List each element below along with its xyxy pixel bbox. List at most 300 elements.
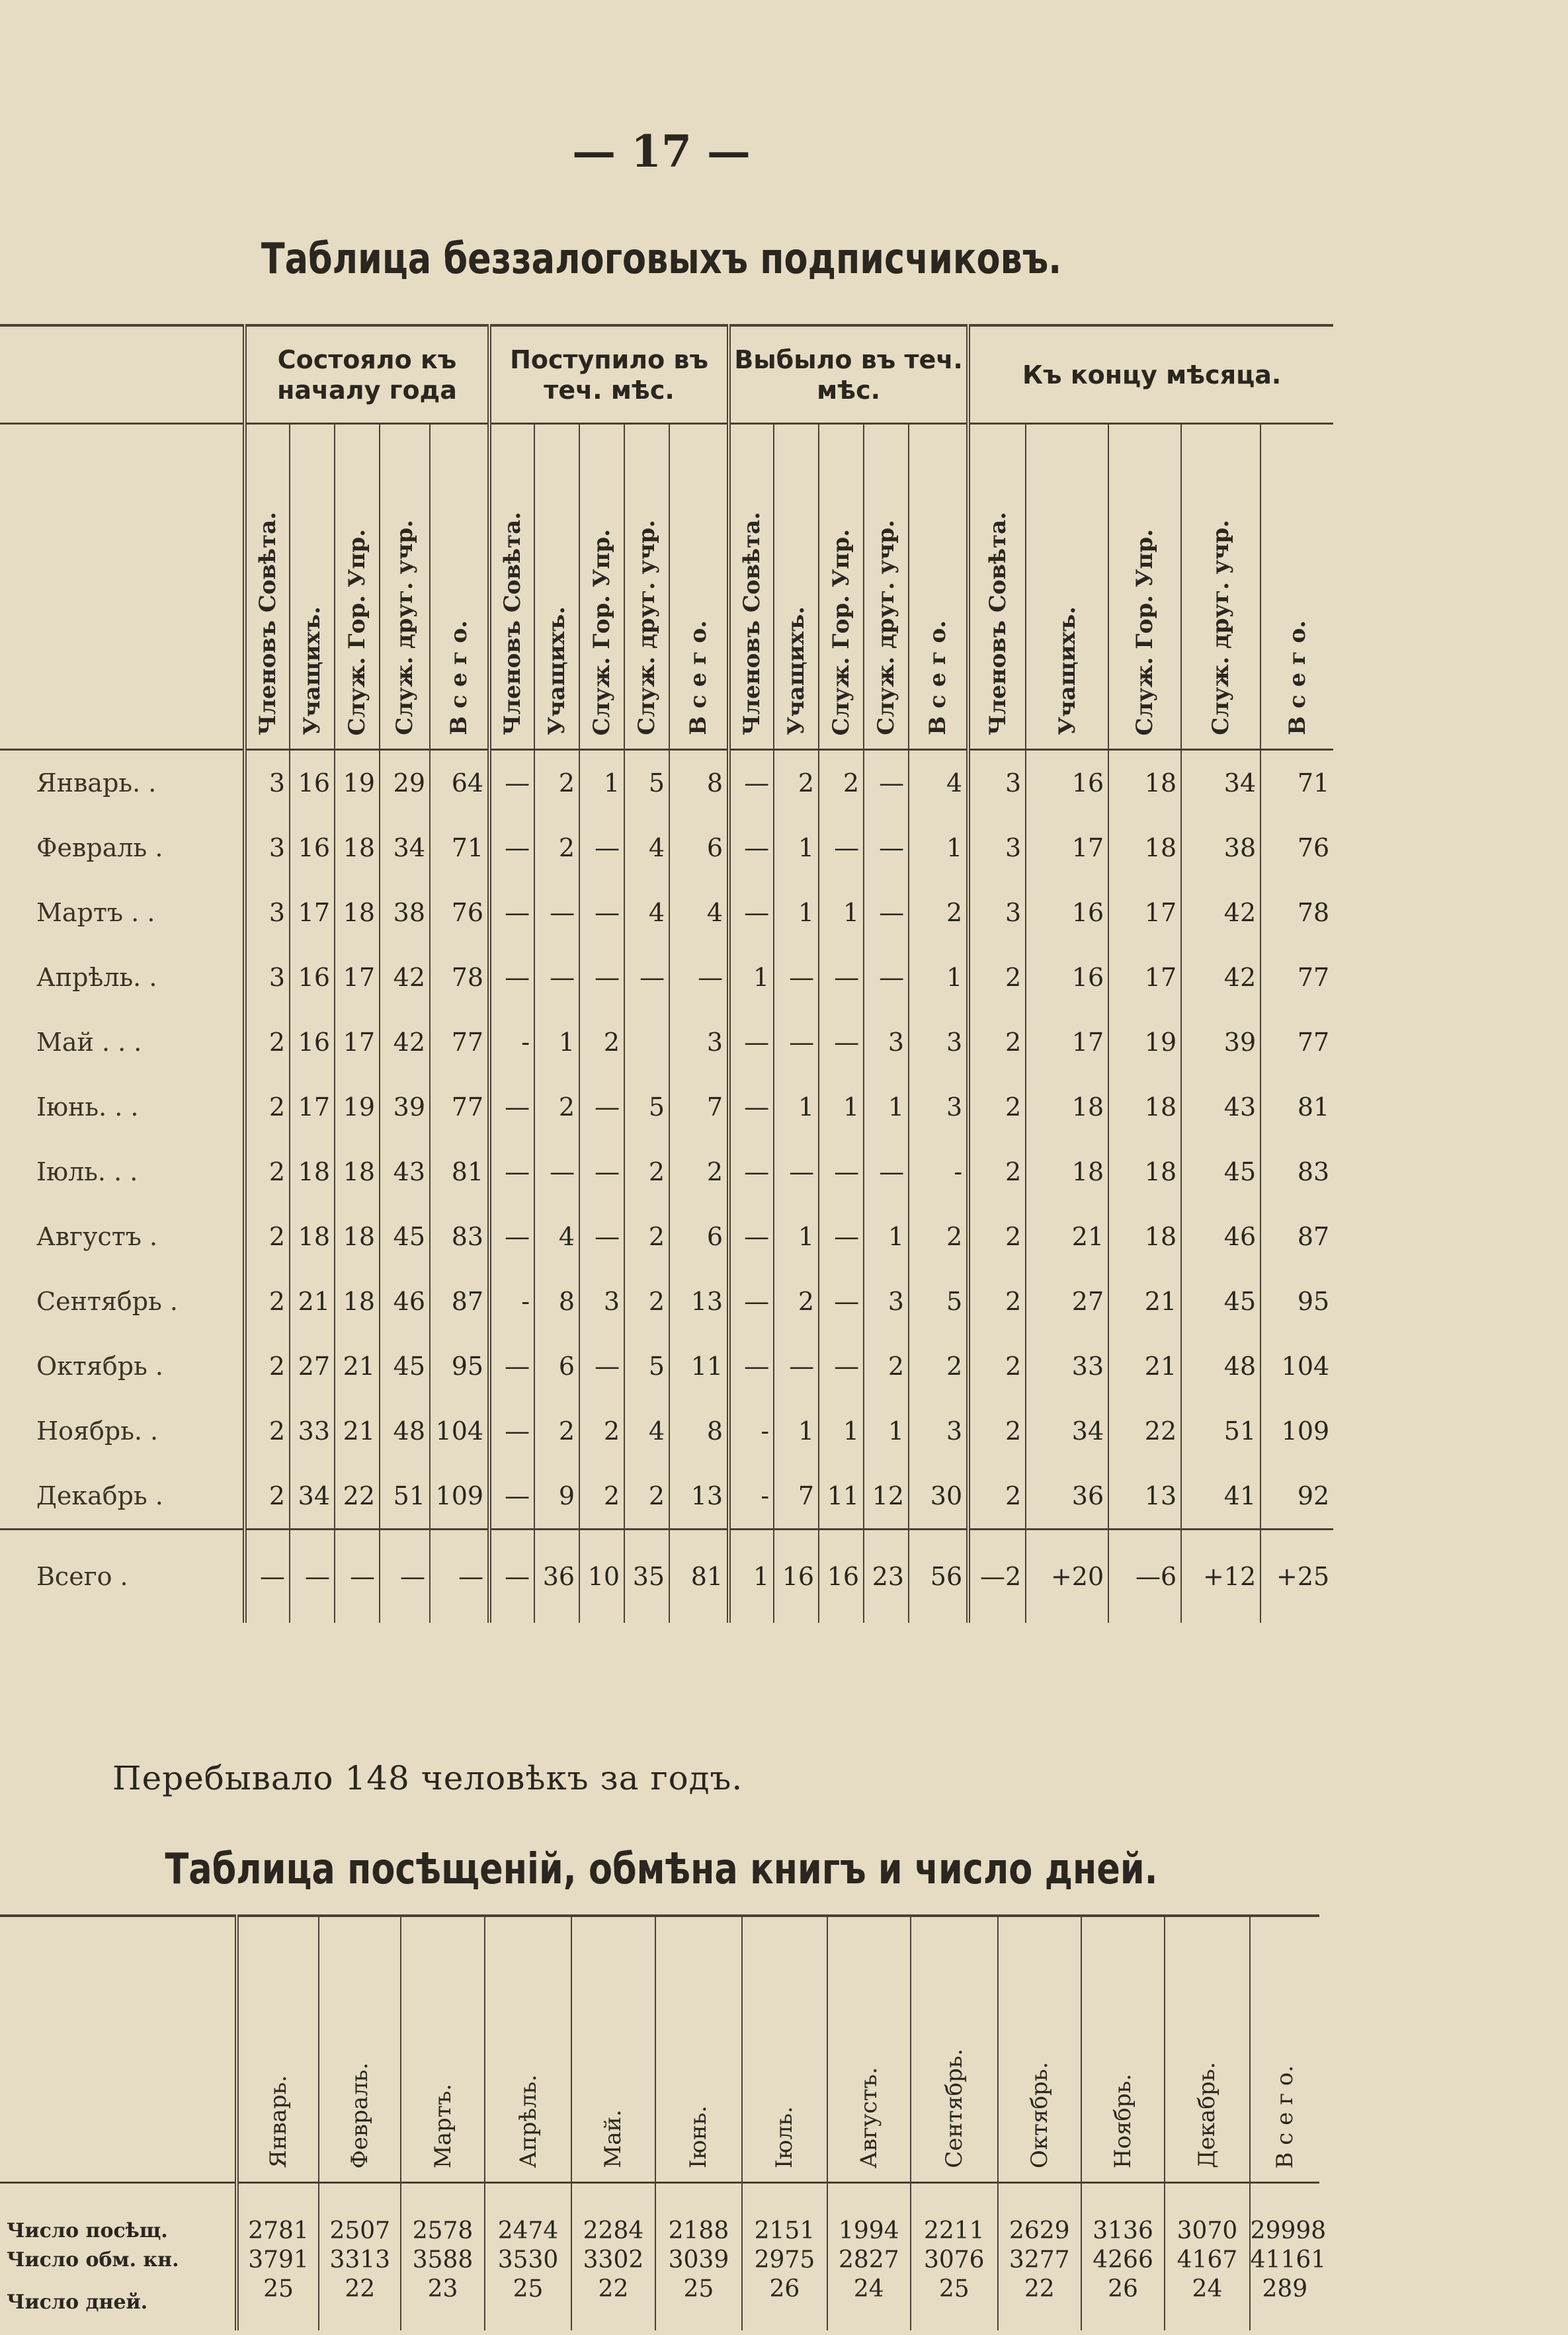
table-cell: — [819, 1010, 864, 1075]
table-cell: 81 [430, 1139, 489, 1204]
table-row [0, 815, 1333, 880]
table-cell: 23 [401, 2275, 484, 2330]
table-cell: 12 [864, 1463, 909, 1530]
column-header: Служ. Гор. Упр. [344, 528, 370, 735]
column-header: В с е г о. [1284, 620, 1311, 735]
column-header: Учащихъ. [1053, 606, 1081, 735]
table-cell: 1 [819, 1075, 864, 1139]
table-cell: +12 [1181, 1530, 1260, 1623]
table-cell: — [864, 815, 909, 880]
table-cell: 2 [245, 1463, 290, 1530]
table-cell: 13 [669, 1463, 729, 1530]
table-cell: 21 [1026, 1204, 1108, 1269]
table-cell: — [534, 880, 579, 945]
table-cell: 1 [774, 1204, 819, 1269]
table-cell: — [819, 945, 864, 1010]
table-cell: 3 [579, 1269, 624, 1334]
table-cell: 1 [729, 1530, 774, 1623]
table-cell: 21 [335, 1399, 380, 1463]
table-cell: 34 [380, 815, 430, 880]
table-row [0, 750, 1333, 816]
column-header-text: Декабрь. [1194, 2062, 1221, 2168]
row-label: Іюль. . . [36, 1157, 138, 1186]
table-cell: — [579, 1204, 624, 1269]
table-cell: 83 [1260, 1139, 1333, 1204]
table-cell: 16 [290, 945, 335, 1010]
table-cell: 35 [624, 1530, 669, 1623]
table1-title: Таблица беззалоговыхъ подписчиковъ. [261, 235, 1062, 284]
table-cell: 4 [624, 1399, 669, 1463]
table-row [0, 1463, 1333, 1530]
table-cell: 17 [335, 1010, 380, 1075]
table-cell: — [819, 815, 864, 880]
table-cell: 2284 [571, 2183, 655, 2246]
table-cell: 2781 [237, 2183, 319, 2246]
table-cell: 6 [669, 815, 729, 880]
table-cell: — [864, 880, 909, 945]
table-cell: — [819, 1269, 864, 1334]
table2-body [0, 2183, 1327, 2331]
table-cell: — [489, 750, 534, 816]
column-header: В с е г о. [685, 620, 712, 735]
row-label: Число обм. кн. [7, 2248, 179, 2272]
table-cell: — [489, 815, 534, 880]
table-cell: 2 [245, 1399, 290, 1463]
total-row [0, 1530, 1333, 1623]
table-cell: 5 [624, 750, 669, 816]
table-cell: 21 [335, 1334, 380, 1399]
subscribers-table [0, 324, 1333, 1623]
table-cell: 87 [1260, 1204, 1333, 1269]
table-cell: 6 [534, 1334, 579, 1399]
table-cell: 41161 [1250, 2246, 1327, 2274]
table-cell: — [489, 880, 534, 945]
column-header: Учащихъ. [783, 606, 810, 735]
table-cell: - [729, 1463, 774, 1530]
table-cell: — [380, 1530, 430, 1623]
table-cell: 2151 [742, 2183, 827, 2246]
table-row [0, 1334, 1333, 1399]
table-cell: —6 [1108, 1530, 1181, 1623]
table-cell: 51 [380, 1463, 430, 1530]
table-cell: 17 [1026, 815, 1108, 880]
table-cell: 2 [968, 1399, 1026, 1463]
table-row [0, 1204, 1333, 1269]
table-cell: 104 [1260, 1334, 1333, 1399]
table-cell: 2629 [998, 2183, 1081, 2246]
table-cell: 18 [1026, 1075, 1108, 1139]
table-cell: 22 [319, 2275, 401, 2330]
table-cell: 7 [669, 1075, 729, 1139]
table-cell: 36 [1026, 1463, 1108, 1530]
table-cell: 56 [909, 1530, 968, 1623]
table-cell: — [579, 880, 624, 945]
table-cell: - [729, 1399, 774, 1463]
table-cell: 2 [245, 1010, 290, 1075]
table-cell: 2 [909, 1334, 968, 1399]
table-cell: 3588 [401, 2246, 484, 2275]
table-cell: 10 [579, 1530, 624, 1623]
table-cell: 2 [579, 1010, 624, 1075]
month-column-header [1081, 1916, 1165, 2183]
table-cell: 1 [774, 1075, 819, 1139]
month-column-header [911, 1916, 998, 2183]
table-cell: 1 [909, 815, 968, 880]
table-cell: 64 [430, 750, 489, 816]
table-cell: — [729, 1269, 774, 1334]
table-cell: 27 [290, 1334, 335, 1399]
table-cell: 29998 [1250, 2183, 1319, 2246]
table-cell: — [335, 1530, 380, 1623]
table-cell: — [729, 1010, 774, 1075]
group-header: Поступило въ теч. мѣс. [489, 325, 729, 424]
table-cell: 83 [430, 1204, 489, 1269]
table-cell: 2 [624, 1269, 669, 1334]
table-cell: 2 [245, 1269, 290, 1334]
table-row [0, 2275, 1319, 2330]
column-header: Служ. Гор. Упр. [589, 528, 616, 735]
table-cell: 6 [669, 1204, 729, 1269]
visits-table [0, 1914, 1327, 2330]
table-cell: — [489, 1334, 534, 1399]
table-cell: 76 [430, 880, 489, 945]
table-cell: 46 [380, 1269, 430, 1334]
table-cell: — [489, 1139, 534, 1204]
table-cell: 77 [1260, 945, 1333, 1010]
table-cell: 16 [290, 815, 335, 880]
row-label: Октябрь . [36, 1352, 163, 1381]
column-header-text: Февраль. [347, 2062, 374, 2168]
table-cell: 2 [968, 1463, 1026, 1530]
row-label: Августъ . [36, 1222, 158, 1251]
table-cell: 25 [911, 2275, 998, 2330]
table-cell: 2 [245, 1139, 290, 1204]
table-cell: 3076 [911, 2246, 998, 2275]
row-label: Май . . . [36, 1028, 142, 1057]
column-header-text: Апрѣль. [515, 2074, 542, 2168]
table-cell: 2 [624, 1463, 669, 1530]
column-header-text: Августъ. [855, 2067, 882, 2168]
table-cell: 1 [774, 880, 819, 945]
table-cell: 2 [819, 750, 864, 816]
table-row [0, 1399, 1333, 1463]
month-column-header [827, 1916, 911, 2183]
column-header: В с е г о. [925, 620, 952, 735]
table-cell: 2 [968, 1334, 1026, 1399]
month-column-header [1250, 1916, 1319, 2183]
table-cell: 18 [335, 815, 380, 880]
table-cell: 4167 [1165, 2246, 1249, 2275]
table-cell: 2 [968, 1269, 1026, 1334]
table-cell: 3 [245, 750, 290, 816]
month-column-header [237, 1916, 319, 2183]
table-cell [624, 1010, 669, 1075]
table-cell: 2 [534, 815, 579, 880]
month-column-header [571, 1916, 655, 2183]
table-cell: 25 [485, 2275, 572, 2330]
table-cell: 104 [430, 1399, 489, 1463]
table-cell: 1 [864, 1204, 909, 1269]
table-cell: — [489, 1204, 534, 1269]
column-header-text: В с е г о. [1271, 2065, 1298, 2168]
table-cell: 2 [579, 1399, 624, 1463]
row-label: Ноябрь. . [36, 1416, 159, 1446]
table-cell: 7 [774, 1463, 819, 1530]
table-cell: 1 [774, 815, 819, 880]
table-cell: 3 [669, 1010, 729, 1075]
corner-cell [0, 325, 245, 424]
table-cell: 76 [1260, 815, 1333, 880]
table-cell: 2 [534, 1075, 579, 1139]
table-cell: 1 [819, 1399, 864, 1463]
table-cell: 81 [1260, 1075, 1333, 1139]
table-cell: 45 [380, 1334, 430, 1399]
table-cell: 1 [774, 1399, 819, 1463]
label-header [0, 1916, 237, 2183]
table-cell: 16 [774, 1530, 819, 1623]
table-cell: 22 [571, 2275, 655, 2330]
table2-title: Таблица посѣщеній, обмѣна книгъ и число дней. [165, 1845, 1158, 1894]
table-cell: - [489, 1269, 534, 1334]
table-cell: 30 [909, 1463, 968, 1530]
table-cell: 109 [1260, 1399, 1333, 1463]
table-cell: — [245, 1530, 290, 1623]
table-row [0, 1139, 1333, 1204]
row-label: Декабрь . [36, 1481, 163, 1510]
table-cell: 3070 [1165, 2183, 1249, 2246]
table-row [0, 1075, 1333, 1139]
table-cell: 3136 [1081, 2183, 1165, 2246]
table-cell: 2 [624, 1204, 669, 1269]
table-cell: 51 [1181, 1399, 1260, 1463]
table-cell: 26 [742, 2275, 827, 2330]
column-header: Служ. Гор. Упр. [828, 528, 855, 735]
table-cell: 21 [1108, 1269, 1181, 1334]
table-cell: 1 [864, 1399, 909, 1463]
table-cell: 2 [534, 750, 579, 816]
table-cell: — [729, 1139, 774, 1204]
table-row [0, 2246, 1319, 2275]
table-cell: 3 [909, 1075, 968, 1139]
table-cell: 2 [968, 1204, 1026, 1269]
row-label: Апрѣль. . [36, 963, 157, 992]
table-cell: 1 [864, 1075, 909, 1139]
column-header-text: Январь. [265, 2075, 292, 2168]
table-cell: 8 [669, 1399, 729, 1463]
column-header: Служ. друг. учр. [392, 520, 418, 735]
table-cell: 3 [245, 945, 290, 1010]
table-cell: — [729, 1204, 774, 1269]
table-cell: — [489, 1463, 534, 1530]
table-cell: 45 [380, 1204, 430, 1269]
table-row [0, 1269, 1333, 1334]
table-cell: 2 [968, 1139, 1026, 1204]
table-cell: 41 [1181, 1463, 1260, 1530]
table-cell: 92 [1260, 1463, 1333, 1530]
table-cell: 18 [335, 1269, 380, 1334]
table-cell: 3 [909, 1399, 968, 1463]
table-cell: — [534, 945, 579, 1010]
table-cell: — [819, 1139, 864, 1204]
month-column-header [655, 1916, 743, 2183]
column-header: Членовъ Совѣта. [984, 512, 1011, 735]
table-cell: 36 [534, 1530, 579, 1623]
table-cell: 3 [864, 1269, 909, 1334]
table-cell: 39 [380, 1075, 430, 1139]
table-cell: 33 [1026, 1334, 1108, 1399]
table-cell: 5 [624, 1075, 669, 1139]
table-cell: — [489, 1399, 534, 1463]
table-cell: 71 [1260, 750, 1333, 816]
table-cell: 21 [290, 1269, 335, 1334]
table-cell: — [729, 750, 774, 816]
table-cell: 43 [380, 1139, 430, 1204]
table-cell: —2 [968, 1530, 1026, 1623]
table-cell: 23 [864, 1530, 909, 1623]
table-cell: - [489, 1010, 534, 1075]
table-cell: 81 [669, 1530, 729, 1623]
table-cell: 17 [1108, 880, 1181, 945]
table-cell: — [774, 1139, 819, 1204]
table-cell: — [624, 945, 669, 1010]
table-cell: 19 [335, 750, 380, 816]
table-cell: 38 [380, 880, 430, 945]
column-header: Членовъ Совѣта. [739, 512, 766, 735]
table-cell: 18 [1108, 750, 1181, 816]
table-row [0, 2183, 1319, 2246]
table-cell: 3 [968, 750, 1026, 816]
table-cell: 2 [968, 1075, 1026, 1139]
table-cell: 48 [1181, 1334, 1260, 1399]
table-cell: 2 [774, 1269, 819, 1334]
table-cell: 2 [534, 1399, 579, 1463]
table-cell: — [864, 945, 909, 1010]
column-header-text: Сентябрь. [940, 2049, 968, 2168]
table-cell: 3277 [998, 2246, 1081, 2275]
table-cell: 33 [290, 1399, 335, 1463]
table-cell: 2 [245, 1075, 290, 1139]
table-cell: 34 [1181, 750, 1260, 816]
column-header: Членовъ Совѣта. [499, 512, 526, 735]
table-cell: 22 [335, 1463, 380, 1530]
table-cell: 77 [430, 1010, 489, 1075]
row-label: Всего . [36, 1562, 128, 1591]
table-cell: — [774, 945, 819, 1010]
table-cell: — [489, 1075, 534, 1139]
month-column-header [742, 1916, 827, 2183]
table-cell: 34 [1026, 1399, 1108, 1463]
column-header: Служ. Гор. Упр. [1132, 528, 1159, 735]
page-number: — 17 — [572, 126, 751, 177]
table-cell: 18 [1026, 1139, 1108, 1204]
column-header: Членовъ Совѣта. [255, 512, 281, 735]
table-row [0, 945, 1333, 1010]
table-cell: 2 [624, 1139, 669, 1204]
table-cell: 5 [909, 1269, 968, 1334]
table-cell: 17 [290, 880, 335, 945]
table-cell: 2 [968, 945, 1026, 1010]
table-cell: — [819, 1334, 864, 1399]
note-text: Перебывало 148 человѣкъ за годъ. [112, 1759, 743, 1797]
month-column-header [485, 1916, 572, 2183]
column-header: Служ. друг. учр. [873, 520, 900, 735]
table-cell: 26 [1081, 2275, 1165, 2330]
table-cell: 5 [624, 1334, 669, 1399]
table-cell: +25 [1260, 1530, 1333, 1623]
table-cell: 87 [430, 1269, 489, 1334]
table-cell: 2975 [742, 2246, 827, 2275]
table-cell: — [579, 1075, 624, 1139]
month-column-header [401, 1916, 484, 2183]
table-cell: 18 [1108, 815, 1181, 880]
table-cell: 18 [290, 1204, 335, 1269]
group-header: Состояло къ началу года [245, 325, 489, 424]
table-cell: 4 [624, 815, 669, 880]
table-cell: 2507 [319, 2183, 401, 2246]
column-header: Служ. друг. учр. [634, 520, 661, 735]
table-cell: 13 [1108, 1463, 1181, 1530]
table-cell: 2188 [655, 2183, 743, 2246]
table-cell: 1 [819, 880, 864, 945]
table-cell: 4266 [1081, 2246, 1165, 2275]
table-cell: 38 [1181, 815, 1260, 880]
table-cell: — [864, 750, 909, 816]
table-cell: — [290, 1530, 335, 1623]
row-label: Февраль . [36, 833, 163, 862]
row-label: Январь. . [36, 768, 157, 798]
table-cell: — [774, 1334, 819, 1399]
table-cell: 16 [1026, 880, 1108, 945]
table-cell: 34 [290, 1463, 335, 1530]
table-row [0, 1010, 1333, 1075]
table-cell: 2 [579, 1463, 624, 1530]
table-cell: 46 [1181, 1204, 1260, 1269]
row-label: Мартъ . . [36, 898, 155, 927]
table-cell: 71 [430, 815, 489, 880]
table-cell: — [534, 1139, 579, 1204]
table-cell: — [489, 1530, 534, 1623]
table-cell: — [669, 945, 729, 1010]
table-cell: 2 [774, 750, 819, 816]
table-cell: 2474 [485, 2183, 572, 2246]
table-cell: 95 [430, 1334, 489, 1399]
table-cell: 4 [909, 750, 968, 816]
table-cell: 1 [909, 945, 968, 1010]
table-cell: — [729, 880, 774, 945]
table-cell: 8 [669, 750, 729, 816]
column-header: Служ. друг. учр. [1208, 520, 1235, 735]
table-cell: 9 [534, 1463, 579, 1530]
table-cell: 3313 [319, 2246, 401, 2275]
table-cell: 16 [1026, 945, 1108, 1010]
table-cell: 2 [245, 1334, 290, 1399]
table-cell: 19 [1108, 1010, 1181, 1075]
table-cell: — [819, 1204, 864, 1269]
table-cell: 2 [909, 880, 968, 945]
table-cell: 2 [245, 1204, 290, 1269]
table-cell: 3 [864, 1010, 909, 1075]
table-cell: 3 [245, 880, 290, 945]
table-cell: — [430, 1530, 489, 1623]
table-cell: 95 [1260, 1269, 1333, 1334]
table-cell: 3 [968, 880, 1026, 945]
table-cell: 18 [1108, 1204, 1181, 1269]
table-cell: 16 [290, 1010, 335, 1075]
table-cell: 24 [1165, 2275, 1249, 2330]
table-cell: 25 [237, 2275, 319, 2330]
table-cell: 4 [534, 1204, 579, 1269]
table-cell: 2 [909, 1204, 968, 1269]
